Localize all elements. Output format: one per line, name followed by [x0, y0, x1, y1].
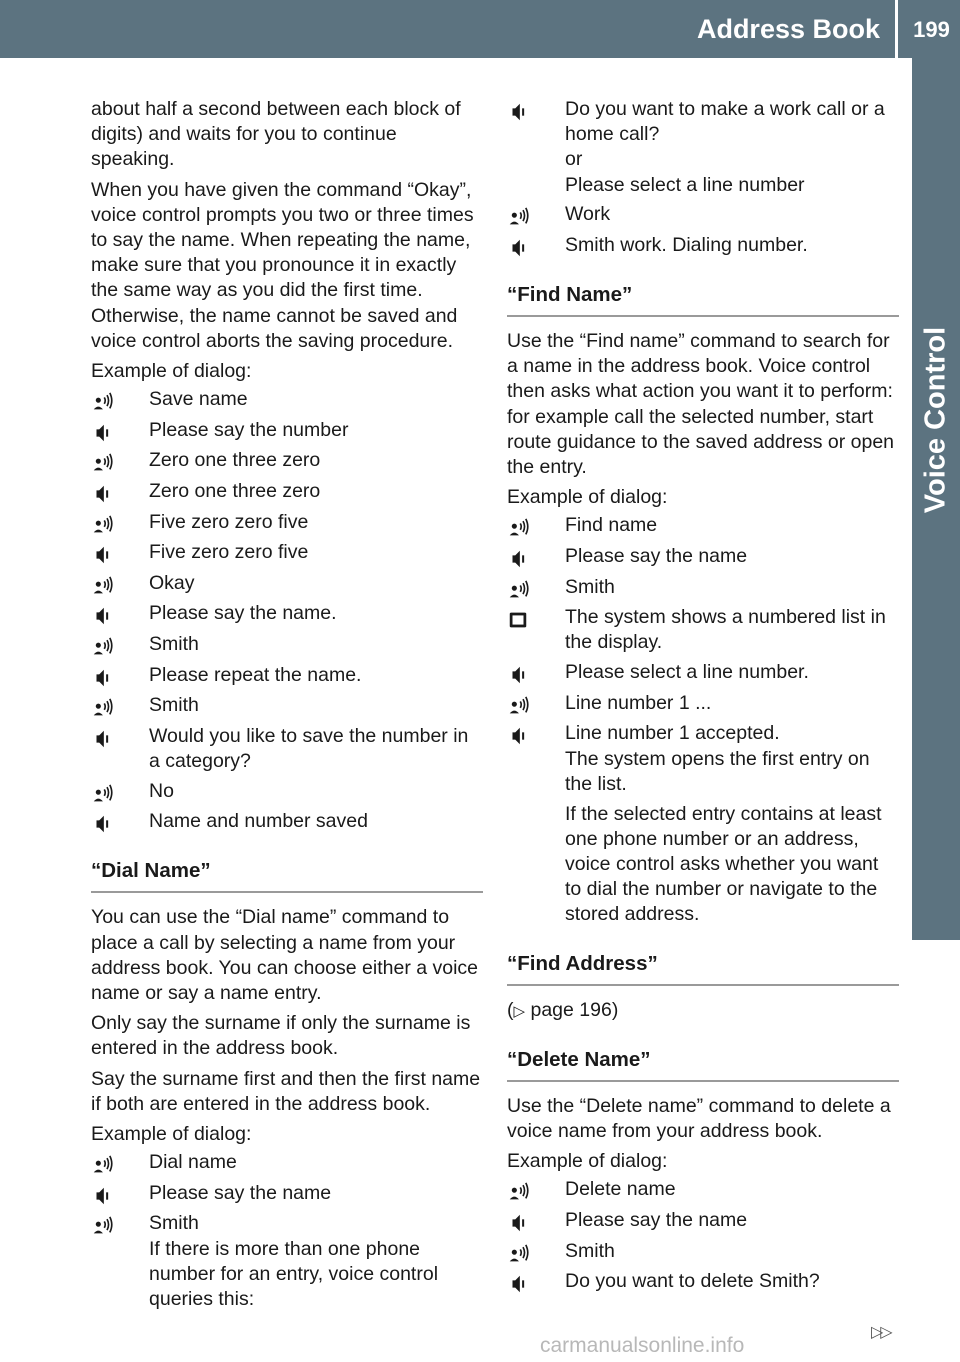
system-speech-icon: [507, 1269, 565, 1295]
user-speech-icon: [507, 513, 565, 539]
dialog-row: Please say the name: [91, 1181, 483, 1207]
heading-rule: [507, 315, 899, 317]
right-column: [507, 97, 899, 1300]
example-label: Example of dialog:: [91, 360, 252, 383]
system-speech-icon: [91, 1181, 149, 1207]
paragraph: Say the surname first and then the first name if both are entered in the address book.: [91, 1067, 481, 1115]
dialog-alt: Please select a line number: [565, 173, 805, 196]
dialog-list: [507, 1177, 899, 1295]
dialog-row: [507, 721, 899, 927]
dialog-row: Zero one three zero: [91, 448, 483, 474]
dialog-row: Five zero zero five: [91, 510, 483, 536]
section-heading: “Delete Name”: [507, 1047, 651, 1071]
dialog-row: Five zero zero five: [91, 540, 483, 566]
dialog-row: [507, 97, 899, 198]
paragraph: Use the “Delete name” command to delete a voice name from your address book.: [507, 1094, 891, 1143]
dialog-row: Okay: [91, 571, 483, 597]
dialog-row: Smith: [507, 1239, 899, 1265]
system-speech-icon: [507, 97, 565, 198]
example-label: Example of dialog:: [507, 486, 668, 509]
user-speech-icon: [91, 571, 149, 597]
header-bar: [0, 0, 960, 58]
dialog-row: Zero one three zero: [91, 479, 483, 505]
dialog-row: Find name: [507, 513, 899, 539]
paragraph: Use the “Find name” command to search for a name in the address book. Voice control then asks what action you want it to perform: for example call the selected number, start route guidance to the saved address or open the entry.: [507, 330, 895, 479]
dialog-row: Do you want to delete Smith?: [507, 1269, 899, 1295]
dialog-row: Smith work. Dialing number.: [507, 233, 899, 259]
dialog-row: No: [91, 779, 483, 805]
section-heading: “Dial Name”: [91, 859, 211, 883]
page-number: 199: [913, 17, 950, 42]
dialog-note: If the selected entry contains at least one phone number or an address, voice control asks whether you want to dial the number or navigate to the stored address.: [565, 802, 882, 926]
system-speech-icon: [507, 660, 565, 686]
paragraph: about half a second between each block of digits) and waits for you to continue speaking.: [91, 98, 461, 171]
user-speech-icon: [91, 510, 149, 536]
dialog-row: Line number 1 ...: [507, 691, 899, 717]
dialog-row: Name and number saved: [91, 809, 483, 835]
user-speech-icon: [507, 575, 565, 601]
user-speech-icon: [91, 1150, 149, 1176]
user-speech-icon: [91, 448, 149, 474]
page-ref-arrow-icon: ▷: [513, 1002, 526, 1020]
dialog-text: Smith: [149, 1212, 199, 1235]
left-column: [91, 97, 483, 1317]
section-heading-dial-name: [91, 857, 483, 893]
system-speech-icon: [507, 233, 565, 259]
heading-rule: [507, 984, 899, 986]
dialog-row: Smith: [91, 693, 483, 719]
dialog-row: Work: [507, 202, 899, 228]
section-heading-delete-name: [507, 1046, 899, 1082]
dialog-row: Delete name: [507, 1177, 899, 1203]
dialog-row: Dial name: [91, 1150, 483, 1176]
dialog-text: Do you want to make a work call or a home call?: [565, 98, 885, 146]
heading-rule: [507, 1080, 899, 1082]
dialog-row: Please say the number: [91, 418, 483, 444]
dialog-row: Please say the name.: [91, 601, 483, 627]
dialog-row: Smith: [91, 632, 483, 658]
heading-rule: [91, 891, 483, 893]
watermark: carmanualsonline.info: [540, 1334, 745, 1357]
dialog-row: Would you like to save the number in a category?: [91, 724, 483, 774]
system-speech-icon: [507, 1208, 565, 1234]
dialog-or: or: [565, 148, 583, 171]
section-title: Address Book: [696, 14, 880, 44]
example-label: Example of dialog:: [91, 1122, 252, 1145]
section-heading-find-name: [507, 281, 899, 317]
dialog-text: Line number 1 accepted.: [565, 722, 780, 745]
section-heading-find-address: [507, 950, 899, 986]
page-reference[interactable]: (▷ page 196): [507, 998, 619, 1021]
side-tab-label: Voice Control: [919, 326, 952, 514]
user-speech-icon: [91, 779, 149, 805]
header-divider: [895, 0, 898, 58]
dialog-row: [91, 1211, 483, 1312]
page-ref-text: page 196: [530, 998, 612, 1021]
example-label: Example of dialog:: [507, 1150, 668, 1173]
dialog-row: Smith: [507, 575, 899, 601]
dialog-list: [91, 1150, 483, 1312]
system-speech-icon: [91, 601, 149, 627]
paragraph: When you have given the command “Okay”, voice control prompts you two or three times to say the name. When repeating the name, make sure that you pronounce it in exactly the same way as you did the first time. Otherwise, the name cannot be saved and voice control aborts the saving procedure.: [91, 178, 474, 352]
dialog-row: The system shows a numbered list in the display.: [507, 605, 899, 655]
system-speech-icon: [91, 724, 149, 774]
paragraph: You can use the “Dial name” command to place a call by selecting a name from your address book. You can choose either a voice name or say a name entry.: [91, 906, 479, 1004]
system-speech-icon: [507, 721, 565, 927]
system-speech-icon: [507, 544, 565, 570]
user-speech-icon: [91, 387, 149, 413]
user-speech-icon: [91, 1211, 149, 1312]
section-heading: “Find Address”: [507, 951, 658, 975]
user-speech-icon: [507, 202, 565, 228]
system-speech-icon: [91, 809, 149, 835]
dialog-note: If there is more than one phone number for an entry, voice control queries this:: [149, 1237, 439, 1310]
continue-arrows-icon: ▷▷: [871, 1324, 890, 1341]
dialog-line2: The system opens the first entry on the list.: [565, 747, 870, 795]
dialog-list: [91, 387, 483, 835]
paragraph: Only say the surname if only the surname is entered in the address book.: [91, 1012, 471, 1060]
dialog-list: [507, 97, 899, 259]
system-speech-icon: [91, 540, 149, 566]
dialog-row: Save name: [91, 387, 483, 413]
user-speech-icon: [507, 691, 565, 717]
dialog-row: Please select a line number.: [507, 660, 899, 686]
dialog-list: [507, 513, 899, 927]
system-speech-icon: [91, 418, 149, 444]
dialog-row: Please say the name: [507, 544, 899, 570]
system-speech-icon: [91, 479, 149, 505]
section-heading: “Find Name”: [507, 283, 633, 306]
system-speech-icon: [91, 663, 149, 689]
dialog-row: Please say the name: [507, 1208, 899, 1234]
user-speech-icon: [91, 693, 149, 719]
user-speech-icon: [507, 1177, 565, 1203]
dialog-row: Please repeat the name.: [91, 663, 483, 689]
user-speech-icon: [91, 632, 149, 658]
user-speech-icon: [507, 1239, 565, 1265]
display-icon: [507, 605, 565, 655]
